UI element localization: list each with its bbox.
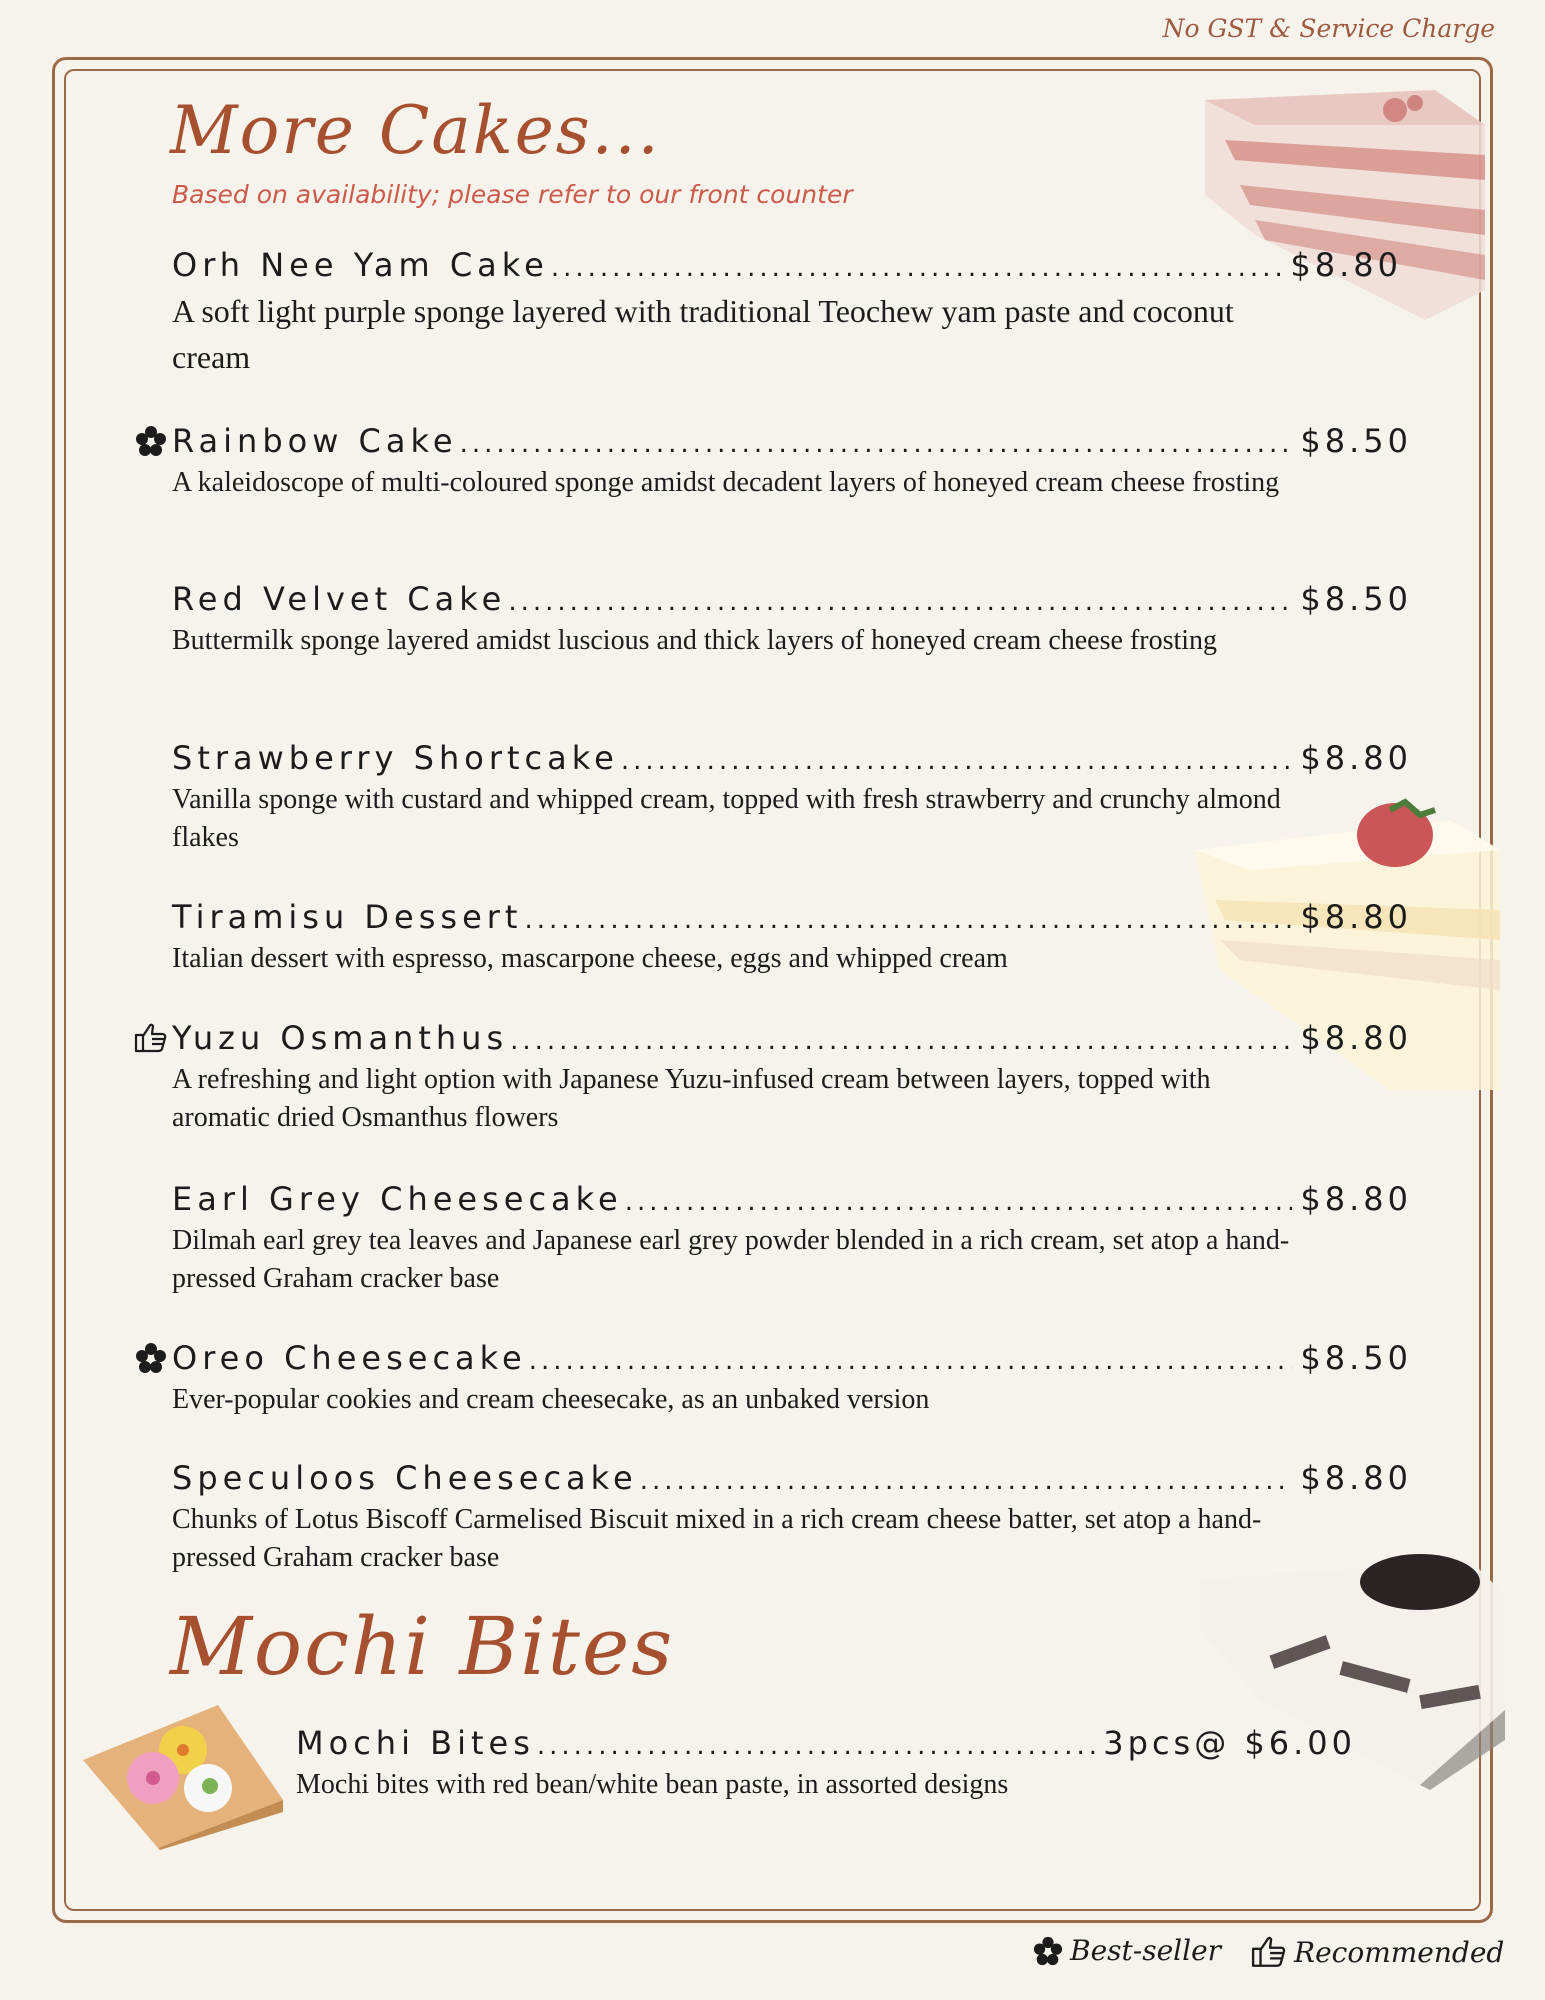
flower-icon — [134, 424, 168, 458]
flower-icon — [1032, 1935, 1064, 1967]
menu-item-rainbow-cake — [172, 422, 1412, 502]
item-description: Chunks of Lotus Biscoff Carmelised Biscuit mixed in a rich cream cheese batter, set atop a hand-pressed Graham cracker base — [172, 1504, 1262, 1573]
item-name: Mochi Bites — [296, 1724, 535, 1762]
dot-leader — [529, 1346, 1293, 1376]
legend-best-seller — [1032, 1934, 1221, 1967]
item-name: Tiramisu Dessert — [172, 898, 523, 936]
dot-leader — [460, 429, 1293, 459]
menu-item-orh-nee-yam-cake — [172, 246, 1402, 380]
legend-recommended — [1250, 1934, 1504, 1970]
item-name: Earl Grey Cheesecake — [172, 1180, 623, 1218]
item-price: $8.80 — [1300, 1180, 1412, 1218]
thumbs-up-icon — [134, 1021, 168, 1055]
item-price: $8.50 — [1300, 1339, 1412, 1377]
item-description: Dilmah earl grey tea leaves and Japanese earl grey powder blended in a rich cream, set atop a hand-pressed Graham cracker base — [172, 1225, 1290, 1294]
item-price: $8.80 — [1300, 1459, 1412, 1497]
cakes-section-title: More Cakes... — [170, 92, 661, 169]
item-price: $8.80 — [1300, 1019, 1412, 1057]
dot-leader — [621, 746, 1293, 776]
flower-icon — [134, 1341, 168, 1375]
item-price: $8.80 — [1300, 898, 1412, 936]
dot-leader — [524, 905, 1292, 935]
dot-leader — [640, 1466, 1293, 1496]
item-price: $8.50 — [1300, 580, 1412, 618]
dot-leader — [551, 253, 1283, 283]
menu-item-speculoos-cheesecake — [172, 1459, 1412, 1577]
item-name: Speculoos Cheesecake — [172, 1459, 638, 1497]
no-gst-note: No GST & Service Charge — [1162, 14, 1495, 43]
item-name: Red Velvet Cake — [172, 580, 507, 618]
dot-leader — [510, 1026, 1292, 1056]
item-price: $8.80 — [1290, 246, 1402, 284]
dot-leader — [537, 1731, 1095, 1761]
menu-item-red-velvet-cake — [172, 580, 1412, 660]
item-price: $8.80 — [1300, 739, 1412, 777]
dot-leader — [625, 1187, 1293, 1217]
item-description: Mochi bites with red bean/white bean paste, in assorted designs — [296, 1769, 1009, 1800]
item-description: A soft light purple sponge layered with traditional Teochew yam paste and coconut cream — [172, 293, 1234, 375]
item-description: Vanilla sponge with custard and whipped cream, topped with fresh strawberry and crunchy almond flakes — [172, 784, 1281, 853]
legend-best-seller-label: Best-seller — [1070, 1934, 1222, 1967]
thumbs-up-icon — [1250, 1934, 1288, 1970]
item-name: Strawberry Shortcake — [172, 739, 619, 777]
item-name: Rainbow Cake — [172, 422, 458, 460]
item-description: Buttermilk sponge layered amidst luscious and thick layers of honeyed cream cheese frosting — [172, 625, 1218, 656]
legend-recommended-label: Recommended — [1294, 1935, 1505, 1969]
mochi-section-title: Mochi Bites — [170, 1600, 675, 1693]
mochi-image — [78, 1700, 288, 1850]
menu-item-strawberry-shortcake — [172, 739, 1412, 857]
item-description: Italian dessert with espresso, mascarpone cheese, eggs and whipped cream — [172, 943, 1008, 974]
menu-item-oreo-cheesecake — [172, 1339, 1412, 1419]
menu-item-tiramisu-dessert — [172, 898, 1412, 978]
item-description: A refreshing and light option with Japanese Yuzu-infused cream between layers, topped with aromatic dried Osmanthus flowers — [172, 1064, 1211, 1133]
item-price: 3pcs@ $6.00 — [1103, 1724, 1356, 1762]
menu-item-earl-grey-cheesecake — [172, 1180, 1412, 1298]
dot-leader — [508, 587, 1292, 617]
item-price: $8.50 — [1300, 422, 1412, 460]
cakes-section-subtitle: Based on availability; please refer to our front counter — [172, 180, 853, 209]
item-description: A kaleidoscope of multi-coloured sponge amidst decadent layers of honeyed cream cheese frosting — [172, 467, 1280, 498]
menu-item-mochi-bites — [296, 1724, 1356, 1804]
item-name: Orh Nee Yam Cake — [172, 246, 549, 284]
item-name: Yuzu Osmanthus — [172, 1019, 509, 1057]
item-description: Ever-popular cookies and cream cheesecake, as an unbaked version — [172, 1384, 930, 1415]
menu-item-yuzu-osmanthus — [172, 1019, 1412, 1137]
item-name: Oreo Cheesecake — [172, 1339, 527, 1377]
